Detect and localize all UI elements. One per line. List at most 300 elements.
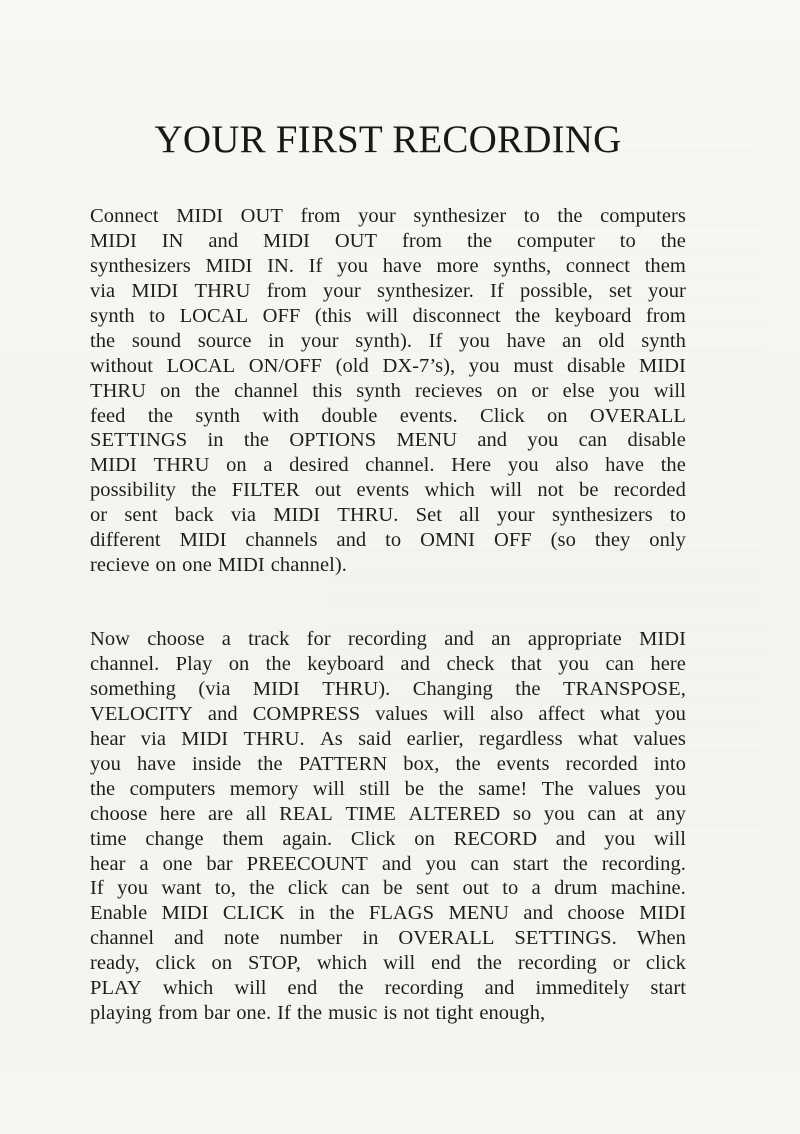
text-word: all <box>459 504 480 527</box>
text-word: recieve <box>90 554 150 577</box>
text-word: and <box>400 653 431 675</box>
text-line <box>90 677 686 702</box>
text-line <box>90 279 686 304</box>
text-word: end <box>431 952 461 975</box>
text-word: click <box>155 952 196 975</box>
text-word: via <box>230 504 257 527</box>
text-word: for <box>306 628 331 651</box>
text-word: memory <box>229 777 299 800</box>
text-word: you <box>558 653 590 675</box>
text-word: synth <box>641 329 686 352</box>
text-word: and <box>523 902 554 925</box>
text-word: recieves <box>415 379 483 402</box>
text-word: FILTER <box>231 479 300 502</box>
text-word: else <box>562 379 595 402</box>
text-line <box>90 453 686 478</box>
text-word: OUT <box>334 229 378 252</box>
text-word: the <box>660 229 686 252</box>
text-word: OVERALL <box>589 404 686 427</box>
text-word: the <box>557 205 583 227</box>
text-word: choose <box>90 802 148 825</box>
text-word: (this <box>314 304 352 327</box>
text-word: Click <box>479 404 525 427</box>
text-word: you <box>468 354 500 377</box>
text-word: Changing <box>412 677 493 700</box>
text-word: If <box>308 254 323 277</box>
text-line <box>90 727 686 752</box>
text-word: start <box>650 977 686 1000</box>
text-word: the <box>329 902 355 925</box>
text-word: If <box>490 279 504 302</box>
text-word: the <box>147 404 174 427</box>
text-word: synth). <box>355 329 413 352</box>
text-word: recorded <box>565 752 638 775</box>
text-word: MIDI <box>217 554 265 577</box>
text-word: Set <box>415 504 442 527</box>
text-word: will <box>653 379 686 402</box>
text-line <box>90 404 686 429</box>
text-word: you <box>604 827 636 850</box>
text-word: The <box>541 777 574 800</box>
text-word: STOP, <box>248 952 301 975</box>
text-word: recorded <box>613 479 686 502</box>
text-word: MIDI <box>252 677 300 700</box>
text-word: a <box>221 628 231 651</box>
text-word: affect <box>538 702 585 725</box>
text-word: to <box>502 877 519 900</box>
text-word: any <box>656 802 686 825</box>
text-word: values <box>588 777 641 800</box>
text-word: appropriate <box>527 628 622 651</box>
text-word: OMNI <box>420 529 476 552</box>
text-word: you <box>459 329 490 352</box>
text-word: the <box>194 379 221 402</box>
text-word: a <box>263 454 273 477</box>
text-word: out <box>462 877 489 900</box>
text-word: the <box>191 479 217 502</box>
text-word: on <box>228 653 250 675</box>
text-word: same! <box>478 777 528 800</box>
text-word: this <box>312 379 343 402</box>
text-word: note <box>223 927 260 950</box>
text-word: RECORD <box>453 827 538 850</box>
text-word: will <box>442 702 476 725</box>
text-word: at <box>628 802 644 825</box>
text-word: VELOCITY <box>90 702 193 725</box>
text-word: feed <box>90 404 126 427</box>
text-word: on <box>414 827 435 850</box>
text-word: the <box>249 877 275 900</box>
text-word: be <box>579 479 599 502</box>
text-word: out <box>314 479 342 502</box>
text-word: your <box>648 279 686 302</box>
text-word: PATTERN <box>298 752 388 775</box>
text-line <box>90 204 686 229</box>
text-word: and <box>336 529 367 552</box>
text-word: and <box>381 852 412 875</box>
text-word: you <box>507 454 539 477</box>
text-word: values <box>633 727 686 750</box>
text-word: track <box>248 628 290 651</box>
text-word: events <box>356 479 410 502</box>
text-word: you <box>527 429 559 452</box>
text-word: the <box>455 752 481 775</box>
text-word: end <box>287 977 318 1000</box>
text-word: the <box>90 777 116 800</box>
text-word: MIDI <box>273 504 321 527</box>
text-word: your <box>496 504 535 527</box>
text-line <box>90 354 686 379</box>
text-word: connect <box>565 254 630 277</box>
text-word: FLAGS <box>368 902 435 925</box>
text-word: you <box>655 777 686 800</box>
text-word: disable <box>627 429 686 452</box>
text-word: which <box>424 479 475 502</box>
text-word: choose <box>147 628 205 651</box>
text-word: CLICK <box>222 902 285 925</box>
text-word: you <box>655 702 686 725</box>
text-word: via <box>90 279 116 302</box>
text-word: not <box>403 1002 430 1025</box>
text-word: THRU <box>90 379 147 402</box>
body-text <box>90 204 686 1026</box>
text-word: IN <box>161 229 184 252</box>
text-word: what <box>577 727 618 750</box>
text-word: channel <box>90 927 155 950</box>
text-word: channel. <box>90 653 160 675</box>
text-word: recording <box>384 977 464 1000</box>
text-word: enough, <box>479 1002 546 1025</box>
text-word: LOCAL <box>179 304 249 327</box>
text-word: click <box>645 952 686 975</box>
text-word: the <box>257 752 283 775</box>
text-word: Play <box>175 653 213 675</box>
text-word: with <box>262 404 300 427</box>
text-word: bar <box>203 1002 231 1025</box>
text-word: synth <box>90 304 135 327</box>
text-line <box>90 304 686 329</box>
text-word: they <box>594 529 631 552</box>
text-word: check <box>446 653 495 675</box>
text-word: the <box>338 977 364 1000</box>
text-word: the <box>515 677 541 700</box>
text-line <box>90 229 686 254</box>
text-word: MIDI <box>639 628 686 651</box>
text-word: your <box>358 205 396 227</box>
text-word: synth <box>195 404 241 427</box>
text-word: PREECOUNT <box>246 852 368 875</box>
text-word: an <box>491 628 511 651</box>
text-word: OFF <box>493 529 532 552</box>
text-word: one <box>162 852 193 875</box>
text-word: MIDI <box>639 902 686 925</box>
text-word: on <box>546 404 568 427</box>
text-word: will <box>365 304 399 327</box>
text-line <box>90 478 686 503</box>
text-word: click <box>287 877 328 900</box>
text-word: them <box>222 827 264 850</box>
text-word: to <box>619 229 636 252</box>
text-word: (so <box>550 529 576 552</box>
text-word: in <box>298 902 315 925</box>
text-word: hear <box>90 727 126 750</box>
text-word: also <box>490 702 524 725</box>
text-word: ready, <box>90 952 140 975</box>
text-word: different <box>90 529 161 552</box>
text-word: OFF <box>262 304 301 327</box>
text-word: MIDI <box>176 205 224 227</box>
text-word: you <box>425 852 457 875</box>
text-line <box>90 901 686 926</box>
text-line <box>90 926 686 951</box>
text-word: immeditely <box>535 977 630 1000</box>
text-word: DX-7’s), <box>382 354 456 377</box>
text-word: from <box>300 205 341 227</box>
text-word: have <box>137 752 176 775</box>
text-word: the <box>476 952 502 975</box>
text-word: you <box>608 379 640 402</box>
text-word: recording <box>347 628 427 651</box>
text-word: IN. <box>267 254 294 277</box>
text-word: on <box>226 454 247 477</box>
text-word: THRU. <box>337 504 399 527</box>
text-word: desired <box>289 454 349 477</box>
text-word: synth <box>356 379 401 402</box>
text-line <box>90 379 686 404</box>
text-word: MIDI <box>181 727 229 750</box>
text-word: to <box>149 304 166 327</box>
text-word: events <box>496 752 550 775</box>
text-word: keyboard <box>554 304 632 327</box>
text-word: from <box>266 279 307 302</box>
text-word: MIDI <box>179 529 227 552</box>
text-word: ALTERED <box>408 802 501 825</box>
text-word: or <box>531 379 549 402</box>
text-word: your <box>300 329 339 352</box>
text-word: without <box>90 354 153 377</box>
text-word: Now <box>90 628 131 651</box>
text-word: (old <box>335 354 369 377</box>
text-word: ON/OFF <box>248 354 323 377</box>
text-word: channels <box>245 529 318 552</box>
text-word: disable <box>567 354 626 377</box>
text-word: MIDI <box>131 279 179 302</box>
text-word: in <box>362 927 379 950</box>
text-line <box>90 876 686 901</box>
text-word: from <box>402 229 443 252</box>
text-word: earlier, <box>406 727 464 750</box>
text-word: what <box>599 702 641 725</box>
text-word: you <box>117 877 148 900</box>
text-word: the <box>466 229 493 252</box>
text-word: sound <box>131 329 182 352</box>
text-word: the <box>265 653 291 675</box>
text-word: time <box>90 827 127 850</box>
text-word: THRU. <box>243 727 305 750</box>
text-word: machine. <box>610 877 686 900</box>
text-word: possibility <box>90 479 176 502</box>
text-word: computer <box>517 229 595 252</box>
text-word: music <box>328 1002 378 1025</box>
text-word: one. <box>236 1002 272 1025</box>
text-line <box>90 702 686 727</box>
text-line <box>90 802 686 827</box>
text-word: will <box>490 479 523 502</box>
text-word: in <box>207 429 224 452</box>
text-word: you <box>90 752 121 775</box>
text-word: them <box>644 254 686 277</box>
text-word: SETTINGS. <box>514 927 617 950</box>
text-word: and <box>174 927 204 950</box>
text-word: the <box>562 852 588 875</box>
text-word: and <box>208 229 239 252</box>
text-word: back <box>174 504 214 527</box>
text-word: PLAY <box>90 977 142 1000</box>
text-word: on <box>211 952 233 975</box>
text-word: from <box>645 304 686 327</box>
text-word: be <box>383 877 403 900</box>
text-word: will <box>312 777 345 800</box>
text-word: (via <box>198 677 231 700</box>
text-word: THRU). <box>322 677 391 700</box>
text-line <box>90 652 686 677</box>
text-word: are <box>208 802 234 825</box>
text-word: When <box>636 927 686 950</box>
text-word: MIDI <box>263 229 310 252</box>
text-line <box>90 329 686 354</box>
body-paragraph <box>90 627 686 1026</box>
text-word: have <box>605 454 645 477</box>
text-word: As <box>319 727 343 750</box>
text-line <box>90 777 686 802</box>
text-word: COMPRESS <box>252 702 361 725</box>
text-word: OVERALL <box>398 927 495 950</box>
text-word: computers <box>600 205 686 227</box>
text-word: will <box>653 827 686 850</box>
text-word: TRANSPOSE, <box>562 677 686 700</box>
text-word: and <box>484 977 515 1000</box>
text-word: again. <box>282 827 333 850</box>
text-word: can <box>341 877 370 900</box>
text-word: recording <box>517 952 597 975</box>
text-word: MENU <box>448 902 510 925</box>
text-word: sent <box>124 504 158 527</box>
text-word: on <box>496 379 518 402</box>
text-word: choose <box>567 902 625 925</box>
text-word: here <box>159 802 196 825</box>
text-word: via <box>140 727 166 750</box>
text-word: to, <box>214 877 236 900</box>
text-word: can <box>578 429 608 452</box>
text-word: still <box>359 777 391 800</box>
text-word: events. <box>399 404 458 427</box>
text-word: hear <box>90 852 126 875</box>
text-word: more <box>436 254 479 277</box>
text-word: on <box>160 379 181 402</box>
text-word: want <box>161 877 202 900</box>
text-word: double <box>321 404 378 427</box>
text-word: possible, <box>519 279 593 302</box>
text-word: can <box>470 852 500 875</box>
text-word: If <box>277 1002 291 1025</box>
text-word: and <box>444 628 474 651</box>
text-word: said <box>358 727 392 750</box>
text-line <box>90 553 686 578</box>
text-word: to <box>385 529 402 552</box>
text-word: computers <box>129 777 216 800</box>
text-word: REAL <box>279 802 333 825</box>
text-word: can <box>605 653 635 675</box>
text-word: on <box>155 554 177 577</box>
text-word: the <box>90 329 116 352</box>
text-word: MENU <box>396 429 458 452</box>
text-word: and <box>555 827 586 850</box>
text-word: a <box>531 877 541 900</box>
text-word: the <box>515 304 541 327</box>
text-word: from <box>157 1002 198 1025</box>
text-word: can <box>587 802 617 825</box>
text-line <box>90 254 686 279</box>
text-word: start <box>513 852 549 875</box>
text-word: recording. <box>601 852 686 875</box>
text-word: Click <box>350 827 396 850</box>
text-word: sent <box>415 877 450 900</box>
text-word: the <box>438 777 464 800</box>
text-word: channel. <box>365 454 435 477</box>
text-word: SETTINGS <box>90 429 188 452</box>
text-word: OUT <box>240 205 283 227</box>
text-word: be <box>404 777 425 800</box>
text-word: which <box>162 977 214 1000</box>
text-word: disconnect <box>412 304 501 327</box>
text-word: in <box>268 329 285 352</box>
text-word: number <box>279 927 343 950</box>
text-word: will <box>383 952 416 975</box>
text-word: into <box>653 752 686 775</box>
text-word: If <box>428 329 443 352</box>
text-word: TIME <box>345 802 396 825</box>
text-word: an <box>562 329 582 352</box>
text-word: synthesizers <box>551 504 653 527</box>
text-line <box>90 752 686 777</box>
text-word: Enable <box>90 902 148 925</box>
text-word: Connect <box>90 205 159 227</box>
text-line <box>90 627 686 652</box>
text-line <box>90 852 686 877</box>
text-word: so <box>512 802 532 825</box>
text-word: MIDI <box>205 254 253 277</box>
text-line <box>90 976 686 1001</box>
text-word: is <box>383 1002 398 1025</box>
text-word: drum <box>554 877 598 900</box>
text-word: you <box>543 802 575 825</box>
text-word: MIDI <box>161 902 209 925</box>
text-word: THRU <box>194 279 251 302</box>
text-word: the <box>296 1002 323 1025</box>
text-word: values <box>375 702 428 725</box>
text-word: or <box>612 952 630 975</box>
text-word: here <box>650 653 686 675</box>
text-word: inside <box>192 752 242 775</box>
text-word: one <box>182 554 212 577</box>
text-word: source <box>197 329 252 352</box>
text-word: the <box>660 454 686 477</box>
text-line <box>90 428 686 453</box>
text-line <box>90 503 686 528</box>
text-word: LOCAL <box>166 354 236 377</box>
text-word: which <box>316 952 368 975</box>
text-word: THRU <box>153 454 210 477</box>
